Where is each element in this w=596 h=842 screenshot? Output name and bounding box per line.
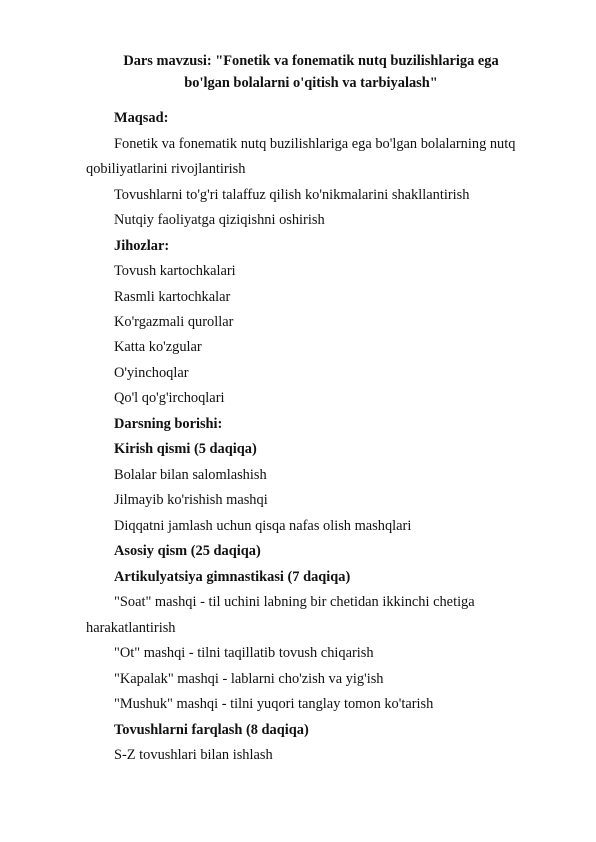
kapalak-exercise: "Kapalak" mashqi - lablarni cho'zish va yig'ish bbox=[114, 671, 384, 687]
maqsad-item-3: Nutqiy faoliyatga qiziqishni oshirish bbox=[114, 212, 325, 228]
maqsad-item-2: Tovushlarni to'g'ri talaffuz qilish ko'nikmalarini shakllantirish bbox=[114, 187, 470, 203]
jihozlar-item: Qo'l qo'g'irchoqlari bbox=[114, 390, 225, 406]
asosiy-qism-heading: Asosiy qism (25 daqiqa) bbox=[114, 543, 261, 559]
maqsad-item-1-line-2: qobiliyatlarini rivojlantirish bbox=[86, 161, 246, 177]
soat-exercise-line-1: "Soat" mashqi - til uchini labning bir chetidan ikkinchi chetiga bbox=[114, 594, 475, 610]
jihozlar-item: Rasmli kartochkalar bbox=[114, 289, 231, 305]
document-title bbox=[86, 50, 536, 94]
tovushlarni-farqlash-heading: Tovushlarni farqlash (8 daqiqa) bbox=[114, 722, 309, 738]
jihozlar-item: Ko'rgazmali qurollar bbox=[114, 314, 234, 330]
soat-exercise-line-2: harakatlantirish bbox=[86, 620, 176, 636]
ot-exercise: "Ot" mashqi - tilni taqillatib tovush chiqarish bbox=[114, 645, 374, 661]
jihozlar-item: Katta ko'zgular bbox=[114, 339, 202, 355]
kirish-item: Diqqatni jamlash uchun qisqa nafas olish mashqlari bbox=[114, 518, 412, 534]
kirish-item: Jilmayib ko'rishish mashqi bbox=[114, 492, 268, 508]
maqsad-item-1-line-1: Fonetik va fonematik nutq buzilishlariga ega bo'lgan bolalarning nutq bbox=[114, 136, 516, 152]
jihozlar-heading: Jihozlar: bbox=[114, 238, 170, 254]
title-line-1: Dars mavzusi: "Fonetik va fonematik nutq buzilishlariga ega bbox=[123, 53, 499, 69]
darsning-borishi-heading: Darsning borishi: bbox=[114, 416, 223, 432]
artikulyatsiya-heading: Artikulyatsiya gimnastikasi (7 daqiqa) bbox=[114, 569, 351, 585]
kirish-item: Bolalar bilan salomlashish bbox=[114, 467, 267, 483]
kirish-qismi-heading: Kirish qismi (5 daqiqa) bbox=[114, 441, 257, 457]
mushuk-exercise: "Mushuk" mashqi - tilni yuqori tanglay tomon ko'tarish bbox=[114, 696, 434, 712]
title-line-2: bo'lgan bolalarni o'qitish va tarbiyalash" bbox=[184, 75, 438, 91]
sz-sounds-item: S-Z tovushlari bilan ishlash bbox=[114, 747, 273, 763]
jihozlar-item: Tovush kartochkalari bbox=[114, 263, 236, 279]
maqsad-heading: Maqsad: bbox=[114, 110, 169, 126]
jihozlar-item: O'yinchoqlar bbox=[114, 365, 189, 381]
